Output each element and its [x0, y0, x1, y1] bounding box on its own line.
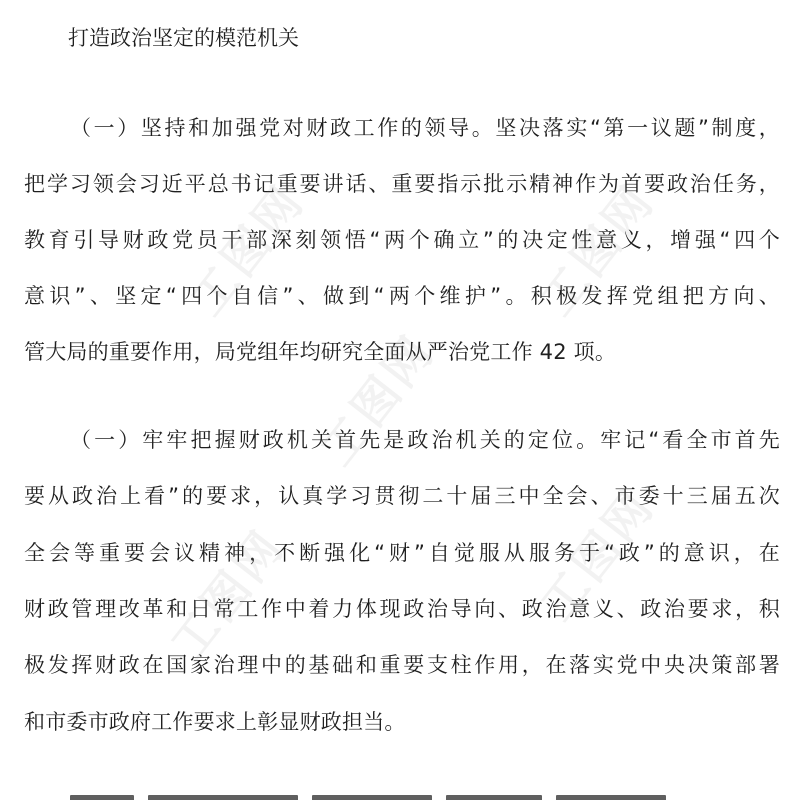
paragraph-2-line-6: 和市委市政府工作要求上彰显财政担当。 [24, 710, 406, 734]
truncated-next-line [70, 786, 780, 800]
watermark-logo: 工图网 [529, 479, 665, 631]
paragraph-1-line-1: （一）坚持和加强党对财政工作的领导。坚决落实“第一议题”制度， [70, 116, 780, 140]
paragraph-1-line-3: 教育引导财政党员干部深刻领悟“两个确立”的决定性意义，增强“四个 [24, 228, 780, 252]
paragraph-1-line-2: 把学习领会习近平总书记重要讲话、重要指示批示精神作为首要政治任务， [24, 172, 780, 196]
watermark-logo: 工图网 [309, 324, 445, 476]
watermark-logo: 工图网 [179, 174, 315, 326]
paragraph-2-line-4: 财政管理改革和日常工作中着力体现政治导向、政治意义、政治要求，积 [24, 597, 780, 621]
paragraph-1-line-5: 管大局的重要作用，局党组年均研究全面从严治党工作 42 项。 [24, 340, 617, 364]
paragraph-2-line-5: 极发挥财政在国家治理中的基础和重要支柱作用，在落实党中央决策部署 [24, 653, 780, 677]
paragraph-2-line-2: 要从政治上看”的要求，认真学习贯彻二十届三中全会、市委十三届五次 [24, 484, 780, 508]
paragraph-1-line-4: 意识”、坚定“四个自信”、做到“两个维护”。积极发挥党组把方向、 [24, 284, 780, 308]
section-heading: 打造政治坚定的模范机关 [68, 26, 299, 50]
paragraph-2-line-1: （一）牢牢把握财政机关首先是政治机关的定位。牢记“看全市首先 [70, 428, 780, 452]
watermark-logo: 工图网 [529, 174, 665, 326]
watermark-logo: 工图网 [159, 519, 295, 671]
paragraph-2-line-3: 全会等重要会议精神，不断强化“财”自觉服从服务于“政”的意识，在 [24, 541, 780, 565]
